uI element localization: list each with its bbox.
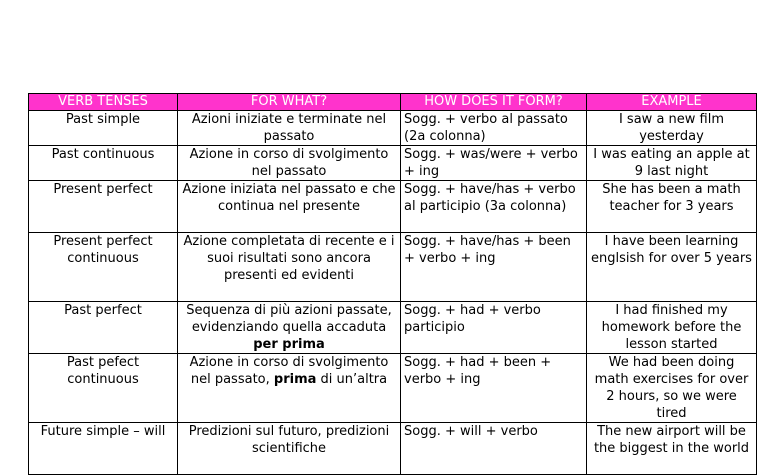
- usage-text: Sequenza di più azioni passate, evidenziando quella accaduta: [186, 303, 392, 335]
- header-cell-verb-tenses: VERB TENSES: [29, 94, 178, 111]
- tense-cell: Past pefect continuous: [29, 354, 178, 423]
- table-row: [29, 354, 757, 423]
- formation-cell: Sogg. + had + been + verbo + ing: [401, 354, 587, 423]
- usage-cell: Azione iniziata nel passato e che continua nel presente: [178, 181, 401, 233]
- table-row: [29, 233, 757, 302]
- example-cell: I have been learning englsish for over 5 years: [587, 233, 757, 302]
- usage-emphasis: per prima: [253, 337, 325, 352]
- example-cell: I was eating an apple at 9 last night: [587, 146, 757, 181]
- usage-cell: [178, 354, 401, 423]
- usage-cell: Azione completata di recente e i suoi risultati sono ancora presenti ed evidenti: [178, 233, 401, 302]
- tense-cell: Present perfect continuous: [29, 233, 178, 302]
- usage-text-tail: di un’altra: [316, 372, 388, 387]
- formation-cell: Sogg. + will + verbo: [401, 423, 587, 475]
- example-cell: I had finished my homework before the lesson started: [587, 302, 757, 354]
- tense-cell: Present perfect: [29, 181, 178, 233]
- usage-cell: Azione in corso di svolgimento nel passato: [178, 146, 401, 181]
- tense-cell: Past perfect: [29, 302, 178, 354]
- formation-cell: Sogg. + have/has + verbo al participio (3a colonna): [401, 181, 587, 233]
- formation-cell: Sogg. + was/were + verbo + ing: [401, 146, 587, 181]
- usage-emphasis: prima: [273, 372, 317, 387]
- formation-cell: Sogg. + have/has + been + verbo + ing: [401, 233, 587, 302]
- example-cell: She has been a math teacher for 3 years: [587, 181, 757, 233]
- usage-text: Azione in corso di svolgimento nel passato,: [189, 355, 389, 387]
- example-cell: The new airport will be the biggest in the world: [587, 423, 757, 475]
- tense-cell: Future simple – will: [29, 423, 178, 475]
- table-row: [29, 146, 757, 181]
- table-row: [29, 302, 757, 354]
- formation-cell: Sogg. + verbo al passato (2a colonna): [401, 111, 587, 146]
- example-cell: I saw a new film yesterday: [587, 111, 757, 146]
- usage-cell: [178, 302, 401, 354]
- header-cell-how-form: HOW DOES IT FORM?: [401, 94, 587, 111]
- header-cell-example: EXAMPLE: [587, 94, 757, 111]
- usage-cell: Azioni iniziate e terminate nel passato: [178, 111, 401, 146]
- verb-tenses-table: [28, 93, 757, 475]
- header-cell-for-what: FOR WHAT?: [178, 94, 401, 111]
- formation-cell: Sogg. + had + verbo participio: [401, 302, 587, 354]
- tense-cell: Past continuous: [29, 146, 178, 181]
- table-row: [29, 181, 757, 233]
- tense-cell: Past simple: [29, 111, 178, 146]
- table-row: [29, 111, 757, 146]
- example-cell: We had been doing math exercises for over 2 hours, so we were tired: [587, 354, 757, 423]
- usage-cell: Predizioni sul futuro, predizioni scientifiche: [178, 423, 401, 475]
- header-row: [29, 94, 757, 111]
- table-row: [29, 423, 757, 475]
